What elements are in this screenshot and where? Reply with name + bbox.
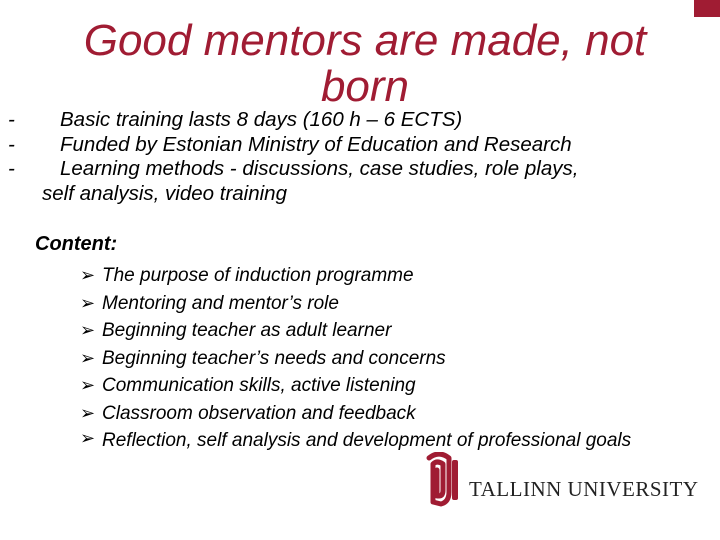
content-item [80, 290, 686, 318]
intro-item-continuation: self analysis, video training [42, 181, 287, 205]
intro-list [4, 108, 704, 206]
content-item-text: The purpose of induction programme [102, 265, 414, 286]
dash-marker: - [8, 132, 15, 156]
intro-item-text: Basic training lasts 8 days (160 h – 6 ECTS) [60, 108, 463, 131]
content-list [80, 262, 686, 452]
arrow-bullet-icon: ➢ [80, 375, 96, 395]
slide-title: Good mentors are made, not born [83, 16, 647, 111]
arrow-bullet-icon: ➢ [80, 402, 96, 423]
arrow-bullet-icon: ➢ [80, 347, 96, 368]
content-item [80, 400, 686, 428]
content-item-text: Communication skills, active listening [102, 375, 416, 396]
corner-accent [694, 0, 720, 17]
dash-marker: - [8, 108, 15, 131]
intro-item-text: Funded by Estonian Ministry of Education and Research [60, 132, 572, 156]
logo-text: TALLINN UNIVERSITY [469, 477, 699, 501]
content-item [80, 317, 686, 345]
content-item [80, 345, 686, 373]
content-item [80, 262, 686, 290]
intro-item [4, 133, 704, 158]
content-item-text: Beginning teacher as adult learner [102, 320, 392, 341]
content-item [80, 427, 686, 452]
content-item-text: Reflection, self analysis and development of professional goals [102, 430, 632, 451]
arrow-bullet-icon: ➢ [80, 292, 96, 313]
intro-item-text: Learning methods - discussions, case studies, role plays, [60, 157, 579, 180]
tallinn-university-logo [425, 452, 699, 508]
content-heading: Content: [35, 233, 118, 255]
content-item-text: Classroom observation and feedback [102, 402, 416, 424]
content-item [80, 372, 686, 400]
content-item-text: Beginning teacher’s needs and concerns [102, 347, 446, 369]
tallinn-university-emblem-icon [425, 452, 465, 508]
content-item-text: Mentoring and mentor’s role [102, 292, 339, 314]
intro-item [4, 108, 704, 133]
arrow-bullet-icon: ➢ [80, 428, 96, 448]
dash-marker: - [8, 157, 15, 180]
intro-item [4, 157, 704, 206]
arrow-bullet-icon: ➢ [80, 320, 96, 340]
arrow-bullet-icon: ➢ [80, 265, 96, 285]
